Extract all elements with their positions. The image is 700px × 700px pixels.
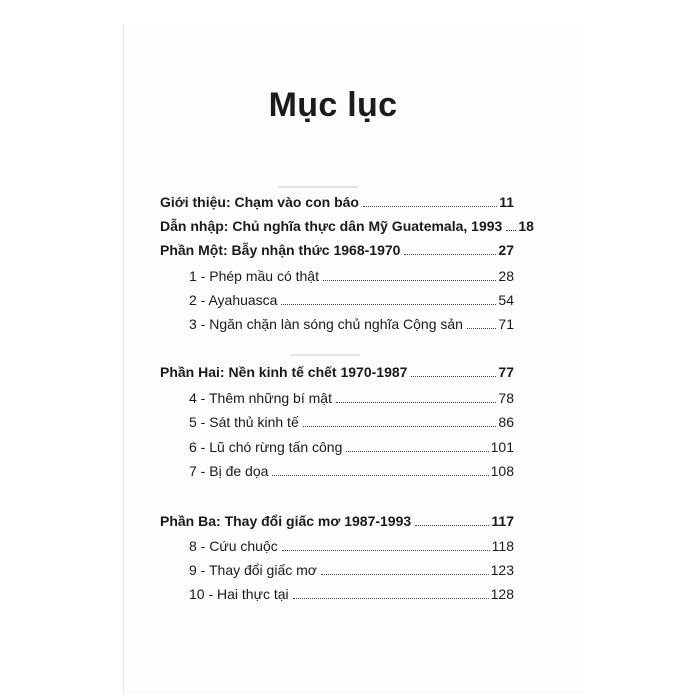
toc-entry-label: Phần Ba: Thay đổi giấc mơ 1987-1993 — [160, 513, 412, 529]
toc-entry-preface[interactable] — [160, 218, 534, 238]
dot-leader — [346, 451, 488, 452]
toc-entry-label: 3 - Ngăn chặn làn sóng chủ nghĩa Cộng sản — [189, 316, 463, 332]
bleed-through-mark — [290, 348, 360, 356]
dot-leader — [415, 525, 489, 526]
toc-page-number: 27 — [498, 242, 514, 258]
toc-page-number: 117 — [491, 513, 514, 529]
toc-entry-label: 2 - Ayahuasca — [189, 292, 278, 308]
toc-entry-chapter-7[interactable] — [189, 463, 514, 483]
toc-page-number: 71 — [498, 316, 514, 332]
toc-entry-label: 8 - Cứu chuộc — [189, 538, 278, 554]
toc-page-number: 28 — [498, 268, 514, 284]
dot-leader — [506, 230, 516, 231]
dot-leader — [323, 280, 496, 281]
toc-entry-part-two[interactable] — [160, 364, 514, 384]
toc-entry-label: 1 - Phép mầu có thật — [189, 268, 319, 284]
toc-page-number: 18 — [518, 218, 534, 234]
toc-entry-label: Phần Một: Bẫy nhận thức 1968-1970 — [160, 242, 401, 258]
dot-leader — [336, 402, 496, 403]
dot-leader — [282, 550, 490, 551]
toc-page-number: 54 — [498, 292, 514, 308]
toc-entry-chapter-1[interactable] — [189, 268, 514, 288]
dot-leader — [272, 475, 488, 476]
toc-entry-chapter-8[interactable] — [189, 538, 514, 558]
dot-leader — [467, 328, 496, 329]
toc-page-number: 77 — [498, 364, 514, 380]
toc-page-number: 128 — [490, 586, 514, 602]
toc-entry-part-one[interactable] — [160, 242, 514, 262]
bleed-through-mark — [278, 180, 358, 188]
toc-page-number: 108 — [490, 463, 514, 479]
toc-entry-chapter-6[interactable] — [189, 439, 514, 459]
toc-page-number: 78 — [498, 390, 514, 406]
toc-entry-chapter-4[interactable] — [189, 390, 514, 410]
toc-entry-label: Dẫn nhập: Chủ nghĩa thực dân Mỹ Guatemala, 1993 — [160, 218, 503, 234]
toc-entry-chapter-9[interactable] — [189, 562, 514, 582]
toc-entry-chapter-3[interactable] — [189, 316, 514, 336]
dot-leader — [321, 574, 489, 575]
toc-page-number: 86 — [498, 414, 514, 430]
toc-entry-chapter-5[interactable] — [189, 414, 514, 434]
toc-page-number: 11 — [499, 194, 514, 210]
dot-leader — [404, 254, 496, 255]
dot-leader — [293, 598, 489, 599]
toc-entry-label: 9 - Thay đổi giấc mơ — [189, 562, 317, 578]
toc-entry-chapter-2[interactable] — [189, 292, 514, 312]
toc-entry-chapter-10[interactable] — [189, 586, 514, 606]
toc-page-number: 123 — [490, 562, 514, 578]
toc-entry-part-three[interactable] — [160, 513, 514, 533]
toc-entry-label: 6 - Lũ chó rừng tấn công — [189, 439, 343, 455]
dot-leader — [303, 426, 497, 427]
toc-entry-label: 4 - Thêm những bí mật — [189, 390, 332, 406]
toc-entry-label: 5 - Sát thủ kinh tế — [189, 414, 299, 430]
toc-entry-label: Phần Hai: Nền kinh tế chết 1970-1987 — [160, 364, 408, 380]
toc-page-number: 118 — [491, 538, 514, 554]
dot-leader — [281, 304, 496, 305]
toc-entry-label: Giới thiệu: Chạm vào con báo — [160, 194, 359, 210]
toc-entry-intro[interactable] — [160, 194, 514, 214]
toc-entry-label: 10 - Hai thực tại — [189, 586, 289, 602]
dot-leader — [363, 206, 497, 207]
page-title: Mục lục — [268, 86, 398, 124]
dot-leader — [411, 376, 496, 377]
toc-entry-label: 7 - Bị đe dọa — [189, 463, 269, 479]
toc-page-number: 101 — [490, 439, 514, 455]
